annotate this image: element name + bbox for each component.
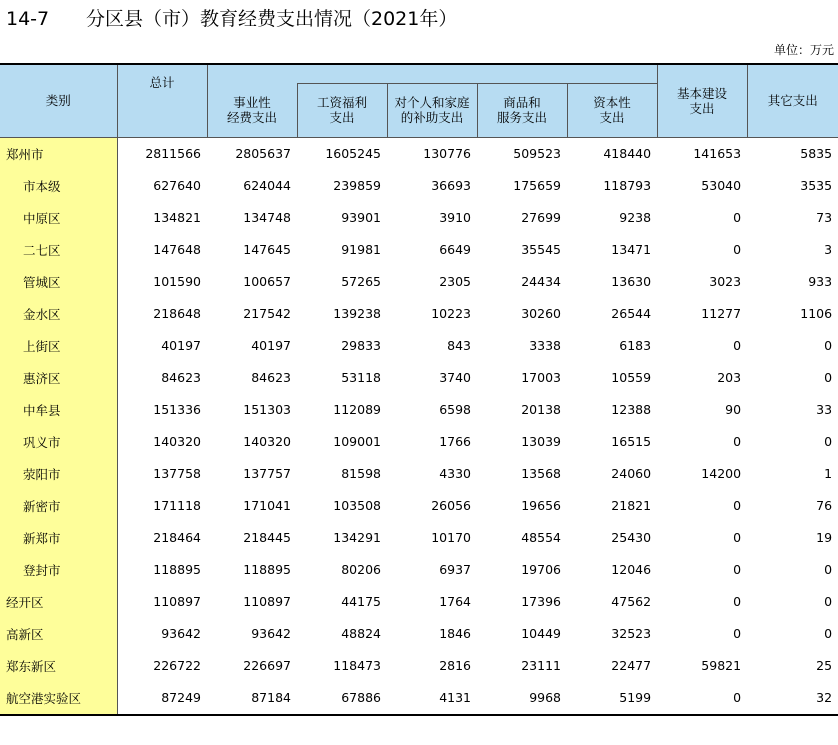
row-value: 35545 [521, 242, 561, 257]
table-row [0, 234, 838, 266]
row-value: 110897 [243, 594, 291, 609]
table-body [0, 137, 838, 715]
row-value: 6937 [439, 562, 471, 577]
table-row [0, 137, 838, 170]
row-value: 4330 [439, 466, 471, 481]
row-value: 110897 [153, 594, 201, 609]
row-value: 10449 [521, 626, 561, 641]
row-value: 53040 [701, 178, 742, 193]
row-value: 239859 [333, 178, 381, 193]
row-value: 25430 [611, 530, 652, 545]
row-value: 19 [816, 530, 833, 545]
header-category: 类别 [0, 64, 117, 137]
row-value: 13039 [521, 434, 561, 449]
row-value: 1605245 [325, 146, 381, 161]
table-header [0, 64, 838, 137]
row-value: 175659 [513, 178, 561, 193]
row-value: 17003 [521, 370, 561, 385]
row-value: 87184 [207, 682, 297, 715]
row-value: 6649 [439, 242, 471, 257]
row-value: 218464 [153, 530, 201, 545]
row-value: 109001 [333, 434, 381, 449]
table-row [0, 586, 838, 618]
row-value: 226697 [243, 658, 291, 673]
row-value: 3740 [439, 370, 471, 385]
row-value: 84623 [161, 370, 201, 385]
header-capital: 资本性 支出 [567, 83, 657, 137]
row-value: 20138 [521, 402, 561, 417]
row-value: 10223 [431, 306, 471, 321]
row-category: 惠济区 [0, 362, 117, 394]
row-value: 933 [808, 274, 833, 289]
table-row [0, 298, 838, 330]
table-row [0, 682, 838, 715]
row-value: 151303 [243, 402, 291, 417]
row-value: 130776 [423, 146, 471, 161]
header-total: 总计 [117, 64, 207, 137]
row-value: 0 [733, 434, 742, 449]
row-value: 118895 [153, 562, 201, 577]
row-value: 0 [733, 562, 742, 577]
row-category: 中牟县 [0, 394, 117, 426]
row-value: 1 [824, 466, 833, 481]
table-row [0, 266, 838, 298]
row-value: 13568 [521, 466, 561, 481]
row-value: 36693 [431, 178, 471, 193]
row-value: 59821 [701, 658, 742, 673]
row-category: 航空港实验区 [0, 682, 117, 715]
table-row [0, 522, 838, 554]
row-value: 3338 [529, 338, 561, 353]
row-value: 147645 [243, 242, 291, 257]
table-row [0, 170, 838, 202]
row-value: 3535 [800, 178, 833, 193]
row-value: 93642 [161, 626, 201, 641]
row-value: 32 [747, 682, 838, 715]
row-value: 218445 [243, 530, 291, 545]
row-value: 17396 [521, 594, 561, 609]
table-row [0, 330, 838, 362]
row-value: 24434 [521, 274, 561, 289]
table-row [0, 458, 838, 490]
row-category: 高新区 [0, 618, 117, 650]
row-value: 0 [733, 498, 742, 513]
row-value: 16515 [611, 434, 652, 449]
row-value: 100657 [243, 274, 291, 289]
row-value: 87249 [117, 682, 207, 715]
row-category: 巩义市 [0, 426, 117, 458]
row-value: 0 [733, 338, 742, 353]
row-value: 67886 [297, 682, 387, 715]
row-value: 0 [657, 682, 747, 715]
table-row [0, 490, 838, 522]
table-row [0, 202, 838, 234]
row-value: 103508 [333, 498, 381, 513]
row-value: 0 [733, 242, 742, 257]
row-value: 112089 [333, 402, 381, 417]
row-value: 134821 [153, 210, 201, 225]
row-value: 1106 [800, 306, 833, 321]
row-value: 137758 [153, 466, 201, 481]
row-value: 12388 [611, 402, 652, 417]
row-value: 118895 [243, 562, 291, 577]
row-value: 0 [824, 626, 833, 641]
row-value: 0 [824, 338, 833, 353]
table-row [0, 554, 838, 586]
table-row [0, 650, 838, 682]
row-value: 2805637 [235, 146, 291, 161]
row-value: 3910 [439, 210, 471, 225]
row-category: 郑东新区 [0, 650, 117, 682]
row-category: 上街区 [0, 330, 117, 362]
page-title [6, 5, 457, 33]
expenditure-table [0, 63, 838, 716]
row-value: 29833 [341, 338, 381, 353]
row-value: 9238 [619, 210, 652, 225]
row-value: 140320 [243, 434, 291, 449]
row-category: 管城区 [0, 266, 117, 298]
header-wages: 工资福利 支出 [297, 83, 387, 137]
table-row [0, 362, 838, 394]
table-row [0, 426, 838, 458]
row-value: 509523 [513, 146, 561, 161]
header-business: 事业性 经费支出 [207, 83, 297, 137]
row-value: 1764 [439, 594, 471, 609]
table-title: 分区县（市）教育经费支出情况（2021年） [86, 8, 458, 30]
row-value: 73 [816, 210, 833, 225]
row-value: 27699 [521, 210, 561, 225]
row-value: 141653 [693, 146, 742, 161]
row-value: 40197 [161, 338, 201, 353]
header-construction: 基本建设 支出 [657, 64, 747, 137]
row-value: 843 [447, 338, 471, 353]
row-value: 0 [733, 626, 742, 641]
row-value: 218648 [153, 306, 201, 321]
row-value: 33 [816, 402, 833, 417]
row-value: 14200 [701, 466, 742, 481]
row-value: 2811566 [145, 146, 201, 161]
row-category: 荥阳市 [0, 458, 117, 490]
row-value: 6183 [619, 338, 652, 353]
row-value: 48824 [341, 626, 381, 641]
row-value: 32523 [611, 626, 652, 641]
row-value: 0 [824, 594, 833, 609]
row-value: 93642 [251, 626, 291, 641]
row-value: 80206 [341, 562, 381, 577]
row-value: 47562 [611, 594, 652, 609]
row-value: 76 [816, 498, 833, 513]
row-category: 新郑市 [0, 522, 117, 554]
row-value: 48554 [521, 530, 561, 545]
row-value: 3023 [709, 274, 742, 289]
row-category: 登封市 [0, 554, 117, 586]
row-value: 13630 [611, 274, 652, 289]
row-value: 23111 [521, 658, 561, 673]
row-value: 10559 [611, 370, 652, 385]
header-personal: 对个人和家庭 的补助支出 [387, 83, 477, 137]
row-value: 226722 [153, 658, 201, 673]
row-value: 1846 [439, 626, 471, 641]
row-value: 0 [733, 530, 742, 545]
row-value: 19656 [521, 498, 561, 513]
row-value: 93901 [341, 210, 381, 225]
row-value: 90 [725, 402, 742, 417]
row-category: 郑州市 [0, 137, 117, 170]
row-value: 12046 [611, 562, 652, 577]
header-goods: 商品和 服务支出 [477, 83, 567, 137]
row-value: 26056 [431, 498, 471, 513]
row-value: 57265 [341, 274, 381, 289]
row-category: 市本级 [0, 170, 117, 202]
row-value: 84623 [251, 370, 291, 385]
row-value: 134748 [243, 210, 291, 225]
row-value: 91981 [341, 242, 381, 257]
row-value: 1766 [439, 434, 471, 449]
row-value: 22477 [611, 658, 652, 673]
row-value: 5199 [567, 682, 657, 715]
table-row [0, 618, 838, 650]
header-business-group [207, 64, 657, 83]
row-value: 19706 [521, 562, 561, 577]
row-category: 金水区 [0, 298, 117, 330]
row-value: 140320 [153, 434, 201, 449]
row-value: 118473 [333, 658, 381, 673]
row-value: 101590 [153, 274, 201, 289]
row-value: 151336 [153, 402, 201, 417]
row-value: 134291 [333, 530, 381, 545]
row-value: 40197 [251, 338, 291, 353]
row-category: 二七区 [0, 234, 117, 266]
row-category: 中原区 [0, 202, 117, 234]
table-row [0, 394, 838, 426]
row-value: 627640 [153, 178, 201, 193]
row-value: 4131 [387, 682, 477, 715]
row-value: 171118 [153, 498, 201, 513]
row-value: 118793 [603, 178, 652, 193]
row-category: 新密市 [0, 490, 117, 522]
row-value: 81598 [341, 466, 381, 481]
table-number: 14-7 [6, 8, 50, 30]
row-value: 0 [824, 370, 833, 385]
row-value: 24060 [611, 466, 652, 481]
row-value: 9968 [477, 682, 567, 715]
row-value: 0 [733, 594, 742, 609]
row-value: 2305 [439, 274, 471, 289]
row-value: 171041 [243, 498, 291, 513]
row-value: 3 [824, 242, 833, 257]
row-value: 21821 [611, 498, 652, 513]
row-category: 经开区 [0, 586, 117, 618]
row-value: 0 [733, 210, 742, 225]
row-value: 418440 [603, 146, 652, 161]
row-value: 147648 [153, 242, 201, 257]
row-value: 139238 [333, 306, 381, 321]
row-value: 137757 [243, 466, 291, 481]
row-value: 0 [824, 434, 833, 449]
row-value: 10170 [431, 530, 471, 545]
unit-label: 单位：万元 [773, 43, 834, 57]
row-value: 53118 [341, 370, 381, 385]
row-value: 6598 [439, 402, 471, 417]
row-value: 13471 [611, 242, 652, 257]
row-value: 5835 [800, 146, 833, 161]
row-value: 203 [717, 370, 742, 385]
row-value: 2816 [439, 658, 471, 673]
row-value: 25 [816, 658, 833, 673]
row-value: 624044 [243, 178, 291, 193]
row-value: 26544 [611, 306, 652, 321]
row-value: 30260 [521, 306, 561, 321]
row-value: 0 [824, 562, 833, 577]
row-value: 11277 [701, 306, 742, 321]
row-value: 44175 [341, 594, 381, 609]
row-value: 217542 [243, 306, 291, 321]
header-other: 其它支出 [747, 64, 838, 137]
